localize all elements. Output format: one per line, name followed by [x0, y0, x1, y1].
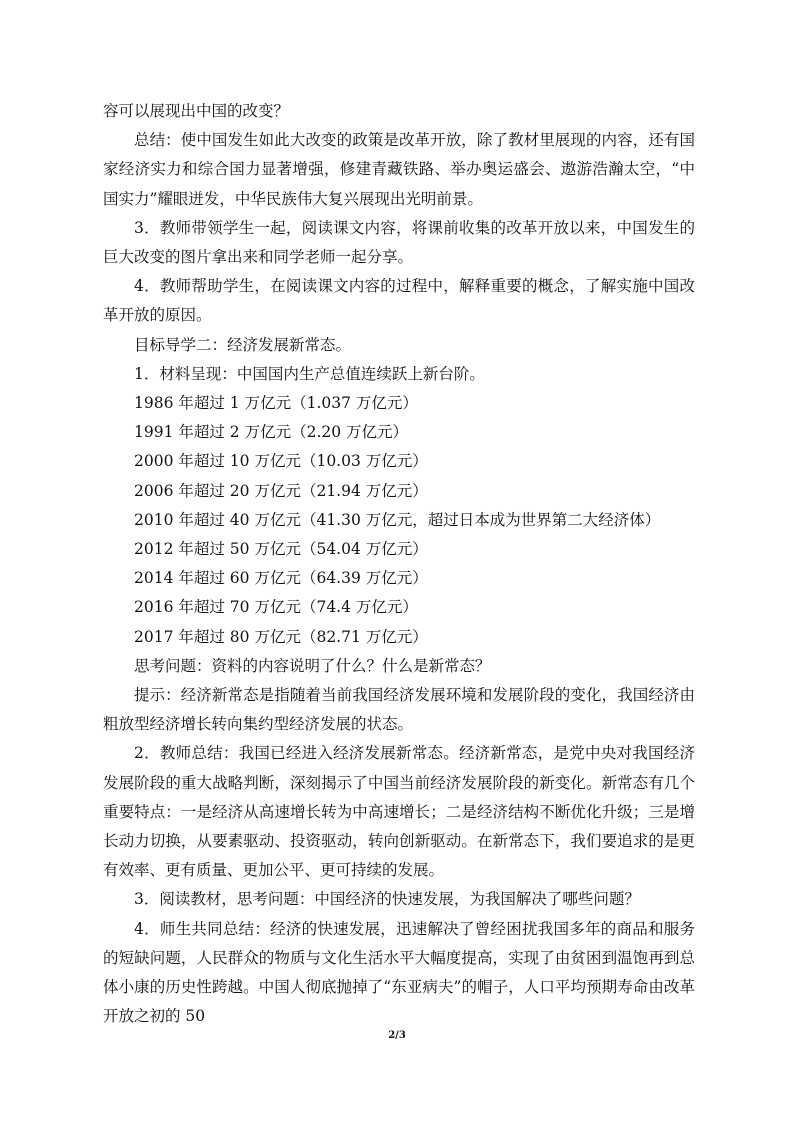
gdp-list-item: 2000 年超过 10 万亿元（10.03 万亿元） [134, 452, 428, 471]
gdp-list-item: 2016 年超过 70 万亿元（74.4 万亿元） [134, 598, 418, 617]
section-heading-goal-2: 目标导学二：经济发展新常态。 [134, 335, 352, 354]
paragraph-joint-summary: 4．师生共同总结：经济的快速发展，迅速解决了曾经困扰我国多年的商品和服务的短缺问题，人民群众的物质与文化生活水平大幅度提高，实现了由贫困到温饱再到总体小康的历史性跨越。中国人彻底抛掉了“东亚病夫”的帽子，人口平均预期寿命由改革开放之初的 50 [103, 919, 695, 1026]
paragraph-intro-fragment: 容可以展现出中国的改变？ [103, 102, 290, 120]
paragraph-reading-question: 3．阅读教材，思考问题：中国经济的快速发展，为我国解决了哪些问题？ [134, 890, 640, 909]
document-body [103, 97, 695, 1032]
paragraph-teacher-summary: 2．教师总结：我国已经进入经济发展新常态。经济新常态，是党中央对我国经济发展阶段的重大战略判断，深刻揭示了中国当前经济发展阶段的新变化。新常态有几个重要特点：一是经济从高速增长转为中高速增长；二是经济结构不断优化升级；三是增长动力切换，从要素驱动、投资驱动，转向创新驱动。在新常态下，我们要追求的是更有效率、更有质量、更加公平、更可持续的发展。 [103, 744, 695, 880]
gdp-list-item: 2012 年超过 50 万亿元（54.04 万亿元） [134, 540, 428, 559]
paragraph-step-4-explain: 4．教师帮助学生，在阅读课文内容的过程中，解释重要的概念，了解实施中国改革开放的原因。 [103, 277, 695, 325]
gdp-list-item: 1986 年超过 1 万亿元（1.037 万亿元） [134, 394, 418, 413]
gdp-list-item: 2014 年超过 60 万亿元（64.39 万亿元） [134, 569, 428, 588]
gdp-list-item: 2017 年超过 80 万亿元（82.71 万亿元） [134, 627, 428, 646]
paragraph-hint: 提示：经济新常态是指随着当前我国经济发展环境和发展阶段的变化，我国经济由粗放型经济增长转向集约型经济发展的状态。 [103, 686, 695, 734]
paragraph-thinking-question: 思考问题：资料的内容说明了什么？什么是新常态？ [134, 656, 491, 675]
paragraph-step-3-share: 3．教师带领学生一起，阅读课文内容，将课前收集的改革开放以来，中国发生的巨大改变的图片拿出来和同学老师一起分享。 [103, 218, 695, 267]
gdp-list-item: 2010 年超过 40 万亿元（41.30 万亿元，超过日本成为世界第二大经济体） [134, 510, 661, 529]
gdp-list-item: 1991 年超过 2 万亿元（2.20 万亿元） [134, 423, 409, 442]
paragraph-summary: 总结：使中国发生如此大改变的政策是改革开放，除了教材里展现的内容，还有国家经济实力和综合国力显著增强，修建青藏铁路、举办奥运盛会、遨游浩瀚太空，“中国实力”耀眼迸发，中华民族伟大复兴展现出光明前景。 [103, 131, 695, 208]
gdp-list-item: 2006 年超过 20 万亿元（21.94 万亿元） [134, 481, 428, 500]
paragraph-material-intro: 1．材料呈现：中国国内生产总值连续跃上新台阶。 [134, 364, 485, 383]
page-number: 2/3 [388, 1030, 406, 1041]
